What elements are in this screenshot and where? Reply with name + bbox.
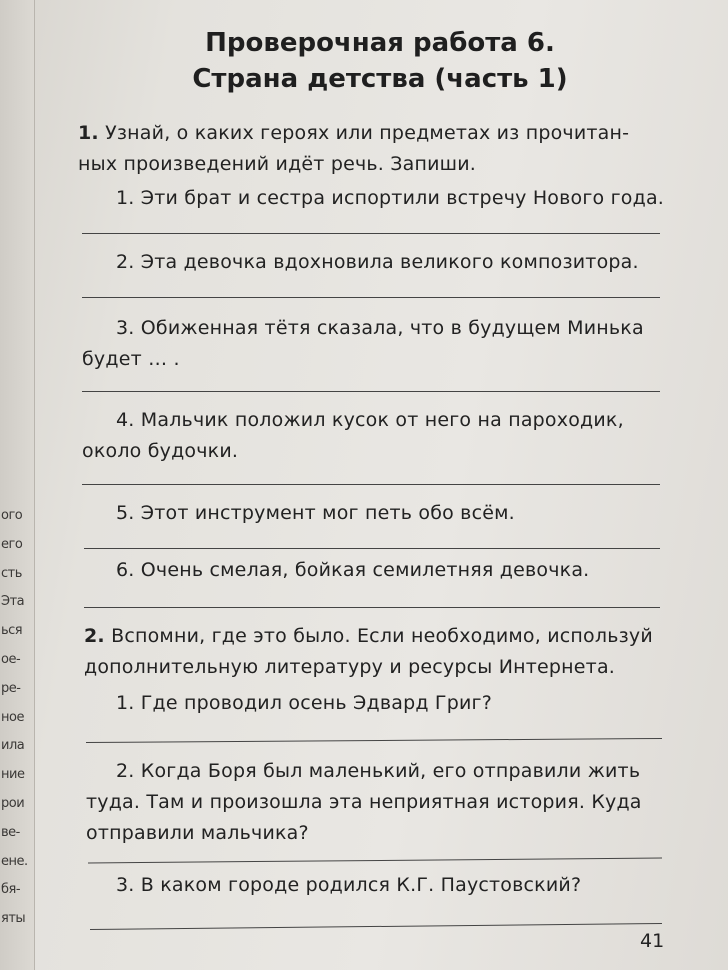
task-2-item-3: 3. В каком городе родился К.Г. Паустовский? <box>116 874 582 896</box>
adjacent-page-edge <box>0 0 35 970</box>
margin-word: ное <box>1 710 24 725</box>
margin-word: ве- <box>1 825 20 840</box>
task-1-item-3: 3. Обиженная тётя сказала, что в будущем Минька <box>116 317 644 339</box>
margin-word: ого <box>1 508 23 523</box>
margin-word: яты <box>1 911 26 926</box>
margin-word: ься <box>1 623 23 638</box>
task-1-instruction: 1. Узнай, о каких героях или предметах из прочитан- <box>78 122 630 144</box>
task-1-item-4: 4. Мальчик положил кусок от него на пароходик, <box>116 409 624 431</box>
answer-line[interactable] <box>84 607 660 608</box>
task-2-number: 2. <box>84 625 105 647</box>
margin-word: ила <box>1 738 25 753</box>
answer-line[interactable] <box>86 738 662 743</box>
answer-line[interactable] <box>90 923 662 930</box>
task-1-number: 1. <box>78 122 99 144</box>
page-title: Проверочная работа 6. <box>205 28 555 58</box>
task-1-instruction-cont: ных произведений идёт речь. Запиши. <box>78 153 477 175</box>
answer-line[interactable] <box>82 484 660 485</box>
answer-line[interactable] <box>82 297 660 298</box>
margin-word: ние <box>1 767 25 782</box>
task-2-item-2-cont: туда. Там и произошла эта неприятная история. Куда <box>86 791 642 813</box>
task-2-instruction-cont: дополнительную литературу и ресурсы Интернета. <box>84 656 616 678</box>
margin-word: Эта <box>1 594 25 609</box>
task-1-item-5: 5. Этот инструмент мог петь обо всём. <box>116 502 515 524</box>
margin-word: ре- <box>1 681 21 696</box>
task-1-item-3-cont: будет … . <box>82 348 180 370</box>
task-1-item-4-cont: около будочки. <box>82 440 239 462</box>
answer-line[interactable] <box>88 857 662 863</box>
margin-word: рои <box>1 796 25 811</box>
task-1-item-6: 6. Очень смелая, бойкая семилетняя девочка. <box>116 559 590 581</box>
task-2-item-2: 2. Когда Боря был маленький, его отправили жить <box>116 760 641 782</box>
task-2-item-2-cont2: отправили мальчика? <box>86 822 309 844</box>
page-number: 41 <box>640 930 665 952</box>
page-subtitle: Страна детства (часть 1) <box>192 64 568 94</box>
task-2-item-1: 1. Где проводил осень Эдвард Григ? <box>116 692 492 714</box>
answer-line[interactable] <box>84 548 660 549</box>
answer-line[interactable] <box>82 391 660 392</box>
answer-line[interactable] <box>82 233 660 234</box>
task-2-instruction: 2. Вспомни, где это было. Если необходимо, используй <box>84 625 653 647</box>
margin-word: ое- <box>1 652 21 667</box>
margin-word: бя- <box>1 882 21 897</box>
task-1-item-1: 1. Эти брат и сестра испортили встречу Нового года. <box>116 187 665 209</box>
margin-word: его <box>1 537 23 552</box>
margin-word: сть <box>1 566 22 581</box>
task-1-item-2: 2. Эта девочка вдохновила великого композитора. <box>116 251 639 273</box>
margin-word: ене. <box>1 854 28 869</box>
